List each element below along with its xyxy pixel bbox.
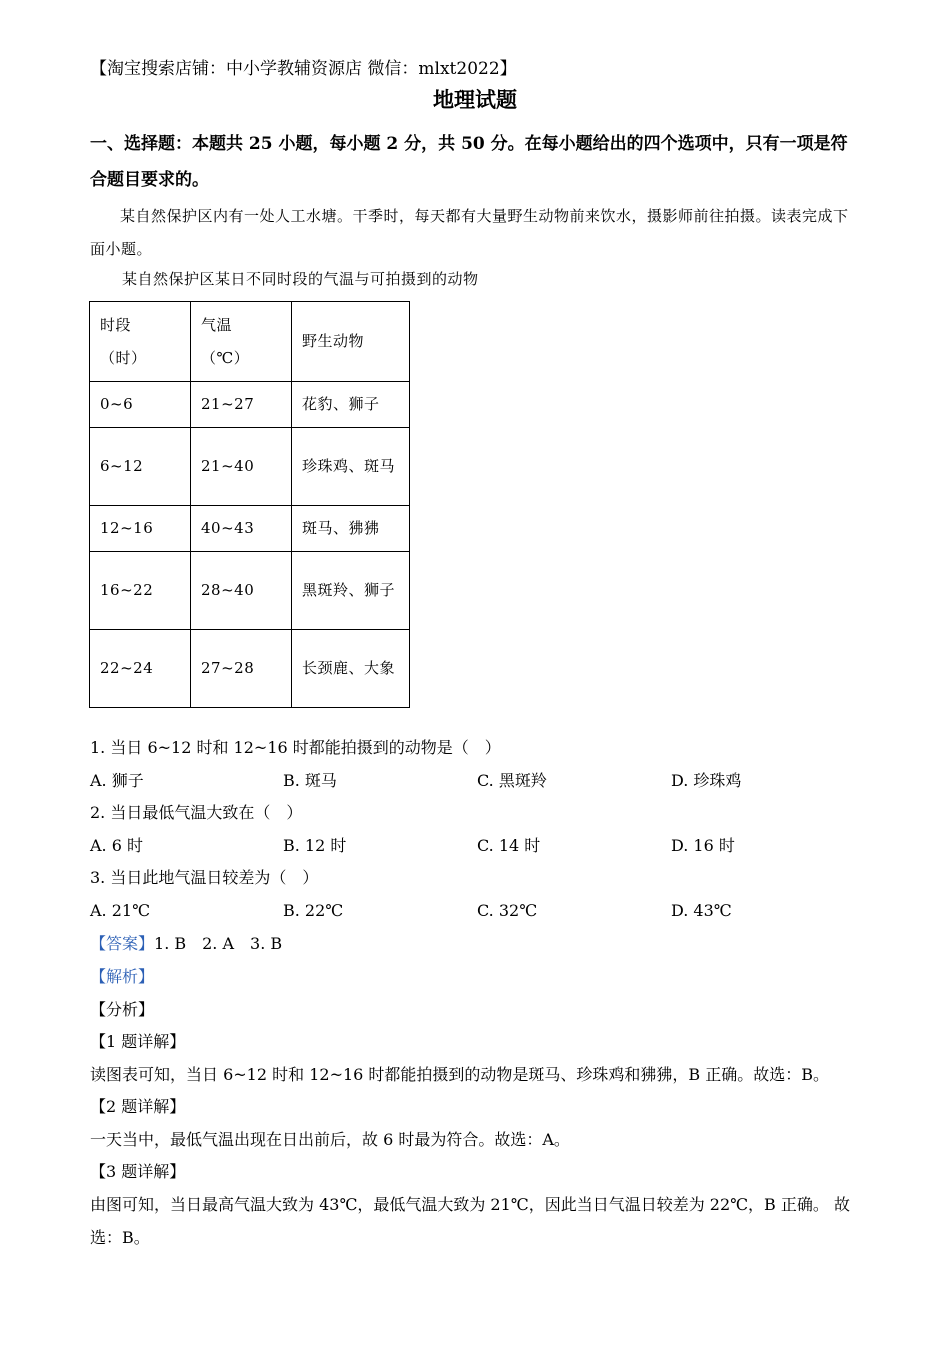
detail-2-label: 【2 题详解】 <box>90 1097 186 1116</box>
header-animals: 野生动物 <box>292 302 410 382</box>
header-period: 时段 （时） <box>90 302 191 382</box>
question-3-option-a: A. 21℃ <box>90 901 150 920</box>
table-row <box>90 382 410 428</box>
question-3-option-d: D. 43℃ <box>671 901 732 920</box>
cell-animals: 珍珠鸡、斑马 <box>292 428 410 506</box>
question-1-stem: 1. 当日 6~12 时和 12~16 时都能拍摄到的动物是（ ） <box>90 738 501 757</box>
analysis-label: 【解析】 <box>90 967 155 986</box>
question-3-stem: 3. 当日此地气温日较差为（ ） <box>90 868 319 887</box>
section-heading: 一、选择题：本题共 25 小题，每小题 2 分，共 50 分。在每小题给出的四个选项中，只有一项是符合题目要求的。 <box>90 134 848 190</box>
cell-temp: 28~40 <box>191 552 292 630</box>
header-note: 【淘宝搜索店铺：中小学教辅资源店 微信：mlxt2022】 <box>90 59 517 79</box>
cell-period: 16~22 <box>90 552 191 630</box>
cell-animals: 长颈鹿、大象 <box>292 630 410 708</box>
question-1-option-c: C. 黑斑羚 <box>477 771 547 790</box>
question-3-option-b: B. 22℃ <box>283 901 344 920</box>
data-table <box>89 301 410 708</box>
cell-temp: 27~28 <box>191 630 292 708</box>
cell-animals: 花豹、狮子 <box>292 382 410 428</box>
detail-3-text: 由图可知，当日最高气温大致为 43℃，最低气温大致为 21℃，因此当日气温日较差为 22℃，B 正确。 故选：B。 <box>90 1195 850 1247</box>
cell-period: 0~6 <box>90 382 191 428</box>
document-title: 地理试题 <box>433 87 517 112</box>
cell-temp: 21~27 <box>191 382 292 428</box>
detail-3-label: 【3 题详解】 <box>90 1162 186 1181</box>
cell-temp: 40~43 <box>191 506 292 552</box>
question-1-option-b: B. 斑马 <box>283 771 337 790</box>
cell-animals: 黑斑羚、狮子 <box>292 552 410 630</box>
question-1-option-d: D. 珍珠鸡 <box>671 771 742 790</box>
detail-1-text: 读图表可知，当日 6~12 时和 12~16 时都能拍摄到的动物是斑马、珍珠鸡和狒狒，B 正确。故选：B。 <box>90 1065 830 1084</box>
fenxi-label: 【分析】 <box>90 1000 155 1019</box>
question-2-option-a: A. 6 时 <box>90 836 143 855</box>
question-3-option-c: C. 32℃ <box>477 901 538 920</box>
table-row <box>90 552 410 630</box>
table-row <box>90 630 410 708</box>
cell-period: 12~16 <box>90 506 191 552</box>
cell-period: 22~24 <box>90 630 191 708</box>
question-1-option-a: A. 狮子 <box>90 771 144 790</box>
answer-label: 【答案】 <box>90 934 155 953</box>
intro-paragraph: 某自然保护区内有一处人工水塘。干季时，每天都有大量野生动物前来饮水，摄影师前往拍摄。读表完成下面小题。 <box>90 207 849 258</box>
table-row <box>90 428 410 506</box>
answer-line <box>90 933 282 955</box>
question-2-stem: 2. 当日最低气温大致在（ ） <box>90 803 303 822</box>
detail-2-text: 一天当中，最低气温出现在日出前后，故 6 时最为符合。故选：A。 <box>90 1130 570 1149</box>
question-2-option-c: C. 14 时 <box>477 836 541 855</box>
table-caption: 某自然保护区某日不同时段的气温与可拍摄到的动物 <box>122 270 479 288</box>
detail-1-label: 【1 题详解】 <box>90 1032 186 1051</box>
cell-temp: 21~40 <box>191 428 292 506</box>
cell-animals: 斑马、狒狒 <box>292 506 410 552</box>
table-header-row <box>90 302 410 382</box>
question-2-option-d: D. 16 时 <box>671 836 735 855</box>
table-row <box>90 506 410 552</box>
question-2-option-b: B. 12 时 <box>283 836 347 855</box>
cell-period: 6~12 <box>90 428 191 506</box>
header-temp: 气温 （℃） <box>191 302 292 382</box>
answer-text: 1. B 2. A 3. B <box>154 934 283 953</box>
